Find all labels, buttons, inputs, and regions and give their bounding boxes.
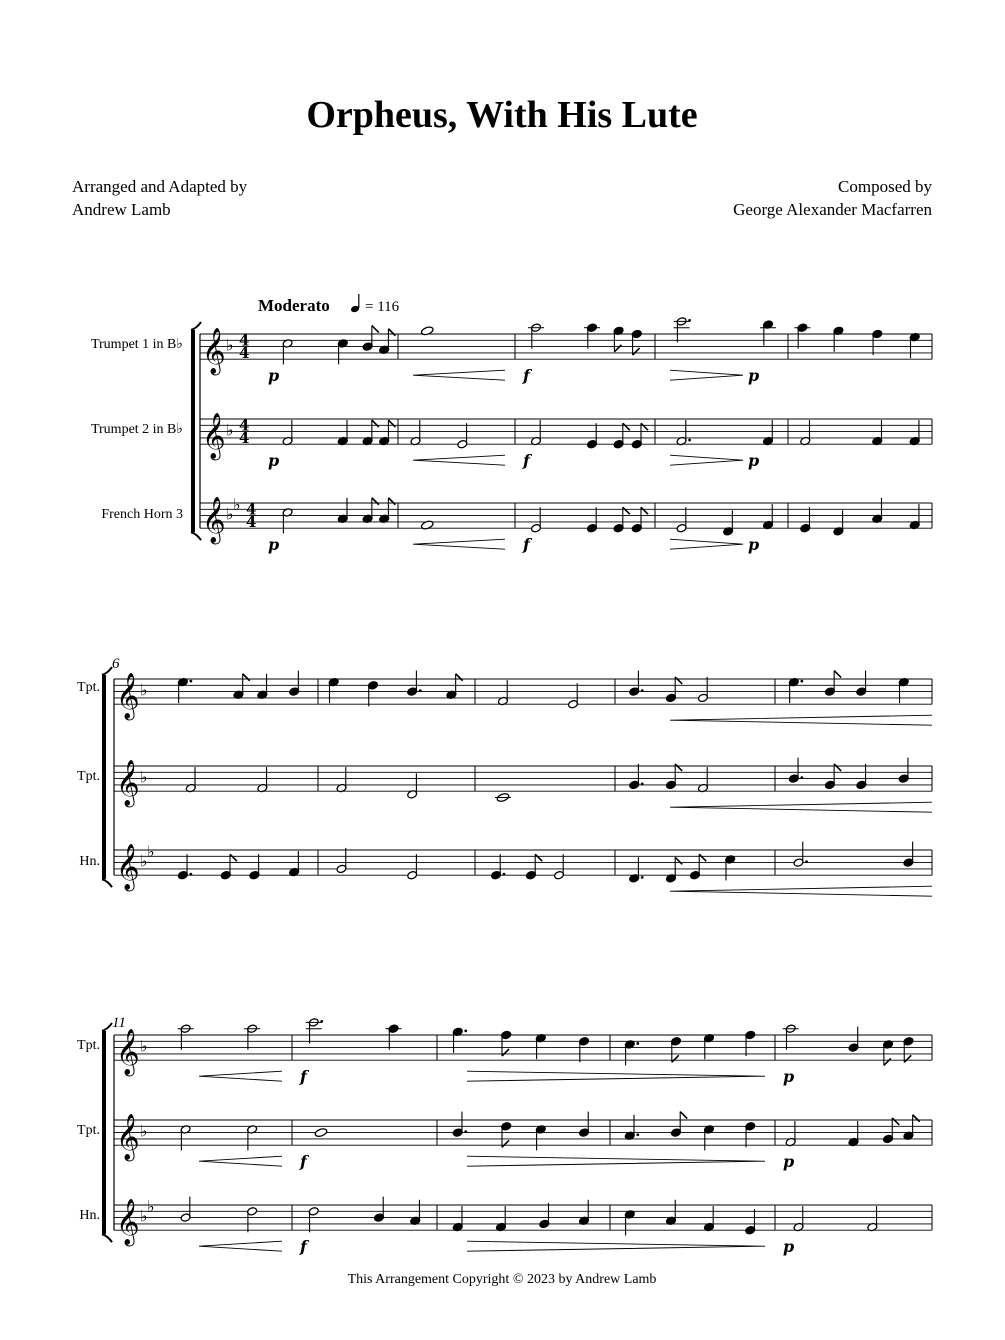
instrument-short-trumpet-1-s3: Tpt. bbox=[77, 1038, 100, 1053]
note-flag bbox=[675, 857, 682, 864]
crescendo-hairpin bbox=[670, 886, 932, 896]
decrescendo-hairpin bbox=[467, 1241, 765, 1251]
flat-icon: ♭ bbox=[140, 680, 148, 700]
treble-clef-icon: 𝄞 bbox=[116, 1029, 140, 1076]
note-flag bbox=[230, 854, 237, 861]
note bbox=[407, 671, 422, 697]
note bbox=[872, 420, 883, 446]
augmentation-dot bbox=[800, 680, 803, 683]
composer-label: Composed by bbox=[838, 177, 932, 196]
flat-icon: ♭ bbox=[147, 1197, 155, 1217]
note bbox=[833, 326, 844, 352]
note bbox=[579, 1112, 590, 1138]
tempo-marking: Moderato bbox=[258, 296, 330, 315]
instrument-short-trumpet-1-s2: Tpt. bbox=[77, 680, 100, 695]
page-title: Orpheus, With His Lute bbox=[306, 94, 698, 136]
time-signature-top: 4 bbox=[239, 331, 250, 350]
note-flag bbox=[623, 507, 630, 514]
note bbox=[531, 507, 542, 533]
dynamic-marking: f bbox=[300, 1152, 307, 1172]
arranger-name: Andrew Lamb bbox=[72, 200, 171, 219]
instrument-label-horn: French Horn 3 bbox=[101, 507, 183, 522]
dynamic-marking: p bbox=[783, 1067, 795, 1087]
note bbox=[452, 1206, 463, 1232]
decrescendo-hairpin bbox=[670, 539, 743, 549]
staff-2 bbox=[200, 413, 932, 461]
flat-icon: ♭ bbox=[233, 495, 241, 515]
note bbox=[909, 332, 920, 358]
staff-3 bbox=[114, 842, 932, 893]
note-flag bbox=[834, 671, 841, 678]
note bbox=[314, 1127, 328, 1137]
dynamic-marking: p bbox=[783, 1152, 795, 1172]
augmentation-dot bbox=[641, 689, 644, 692]
note bbox=[704, 1125, 715, 1151]
note bbox=[631, 423, 648, 449]
note bbox=[328, 677, 339, 703]
note bbox=[336, 848, 347, 874]
note bbox=[257, 674, 268, 700]
augmentation-dot bbox=[189, 873, 192, 876]
note bbox=[898, 758, 909, 784]
note bbox=[501, 1122, 512, 1148]
note bbox=[247, 1125, 258, 1151]
time-signature-bottom: 4 bbox=[246, 513, 257, 532]
notehead bbox=[420, 326, 434, 336]
note bbox=[631, 329, 642, 355]
note-flag bbox=[641, 423, 648, 430]
note-flag bbox=[388, 329, 395, 336]
note bbox=[501, 1030, 512, 1056]
note bbox=[535, 1033, 546, 1059]
crescendo-hairpin bbox=[413, 539, 505, 549]
note bbox=[452, 1027, 467, 1053]
decrescendo-hairpin bbox=[467, 1071, 765, 1081]
note bbox=[249, 854, 260, 880]
note bbox=[528, 323, 544, 349]
note bbox=[282, 339, 293, 365]
time-signature-top: 4 bbox=[239, 416, 250, 435]
crescendo-hairpin bbox=[199, 1156, 282, 1166]
dynamic-marking: p bbox=[748, 535, 760, 555]
note bbox=[867, 1206, 878, 1232]
decrescendo-hairpin bbox=[467, 1156, 765, 1166]
note bbox=[495, 792, 511, 802]
note bbox=[337, 339, 348, 365]
note bbox=[579, 1037, 590, 1063]
note bbox=[362, 420, 379, 446]
note bbox=[220, 854, 237, 880]
note bbox=[698, 677, 709, 703]
note bbox=[903, 1037, 914, 1063]
crescendo-hairpin bbox=[670, 715, 932, 725]
note bbox=[531, 420, 542, 446]
note bbox=[788, 758, 803, 784]
note bbox=[539, 1203, 550, 1229]
notehead bbox=[420, 520, 434, 530]
note-flag bbox=[633, 348, 640, 355]
note bbox=[177, 677, 192, 703]
note bbox=[498, 680, 509, 706]
system-bracket bbox=[102, 1031, 106, 1234]
note bbox=[282, 508, 293, 534]
note bbox=[833, 510, 844, 536]
note bbox=[446, 674, 463, 700]
note bbox=[379, 498, 396, 524]
note bbox=[783, 1024, 799, 1050]
decrescendo-hairpin bbox=[670, 455, 743, 465]
measure-number-11: 11 bbox=[112, 1015, 126, 1031]
staff-system-2 bbox=[102, 667, 932, 896]
dynamic-marking: f bbox=[523, 366, 530, 386]
note bbox=[872, 329, 883, 355]
note bbox=[624, 1040, 639, 1066]
flat-icon: ♭ bbox=[147, 842, 155, 862]
note-flag bbox=[372, 420, 379, 427]
note bbox=[848, 1121, 859, 1147]
note bbox=[856, 671, 867, 697]
note bbox=[308, 1207, 319, 1233]
note bbox=[185, 767, 196, 793]
note bbox=[690, 854, 707, 880]
note bbox=[903, 1115, 920, 1141]
note bbox=[824, 764, 841, 790]
note bbox=[289, 671, 300, 697]
note-flag bbox=[834, 764, 841, 771]
note bbox=[671, 1037, 682, 1063]
note bbox=[698, 767, 709, 793]
staff-1 bbox=[200, 317, 932, 376]
note bbox=[613, 326, 624, 352]
note bbox=[386, 1024, 402, 1050]
note bbox=[457, 423, 468, 449]
measure-number-6: 6 bbox=[112, 656, 120, 672]
note bbox=[420, 326, 434, 336]
note bbox=[362, 498, 379, 524]
note bbox=[725, 855, 736, 881]
note bbox=[671, 1112, 688, 1138]
dynamic-marking: p bbox=[268, 535, 280, 555]
note-flag bbox=[372, 326, 379, 333]
note bbox=[336, 767, 347, 793]
augmentation-dot bbox=[800, 776, 803, 779]
instrument-label-trumpet-2: Trumpet 2 in B♭ bbox=[90, 422, 183, 437]
note bbox=[367, 681, 378, 707]
augmentation-dot bbox=[641, 783, 644, 786]
note bbox=[856, 764, 867, 790]
note bbox=[379, 420, 396, 446]
flat-icon: ♭ bbox=[226, 504, 234, 524]
note bbox=[629, 857, 644, 883]
note-flag bbox=[388, 420, 395, 427]
note-flag bbox=[699, 854, 706, 861]
composer-name: George Alexander Macfarren bbox=[733, 200, 932, 219]
staff-2 bbox=[114, 758, 932, 809]
note bbox=[282, 420, 293, 446]
note-flag bbox=[884, 1058, 891, 1065]
bracket-bottom-hook bbox=[102, 879, 112, 887]
note bbox=[247, 1207, 258, 1233]
note bbox=[554, 854, 565, 880]
note bbox=[800, 420, 811, 446]
note bbox=[629, 764, 644, 790]
flat-icon: ♭ bbox=[140, 1121, 148, 1141]
treble-clef-icon: 𝄞 bbox=[116, 844, 140, 891]
note bbox=[407, 854, 418, 880]
bracket-top-hook bbox=[191, 322, 201, 330]
staff-2 bbox=[114, 1112, 932, 1163]
dynamic-marking: f bbox=[523, 451, 530, 471]
note bbox=[676, 420, 691, 446]
note bbox=[704, 1206, 715, 1232]
augmentation-dot bbox=[688, 439, 691, 442]
note bbox=[410, 420, 421, 446]
augmentation-dot bbox=[503, 873, 506, 876]
note bbox=[177, 854, 192, 880]
note bbox=[306, 1018, 323, 1044]
note bbox=[629, 671, 644, 697]
augmentation-dot bbox=[636, 1133, 639, 1136]
note bbox=[666, 677, 683, 703]
staff-systems bbox=[102, 317, 932, 1256]
note bbox=[337, 420, 348, 446]
treble-clef-icon: 𝄞 bbox=[116, 673, 140, 720]
note-flag bbox=[913, 1115, 920, 1122]
note bbox=[420, 520, 434, 530]
instrument-short-trumpet-2-s3: Tpt. bbox=[77, 1123, 100, 1138]
note bbox=[793, 1206, 804, 1232]
note bbox=[496, 1206, 507, 1232]
augmentation-dot bbox=[464, 1029, 467, 1032]
flat-icon: ♭ bbox=[140, 767, 148, 787]
note bbox=[587, 423, 598, 449]
treble-clef-icon: 𝄞 bbox=[116, 760, 140, 807]
instrument-label-trumpet-1: Trumpet 1 in B♭ bbox=[90, 337, 183, 352]
note bbox=[624, 1115, 639, 1141]
dynamic-marking: p bbox=[748, 366, 760, 386]
note bbox=[624, 1210, 635, 1236]
dynamic-marking: p bbox=[748, 451, 760, 471]
augmentation-dot bbox=[464, 1130, 467, 1133]
note bbox=[898, 677, 909, 703]
note bbox=[909, 504, 920, 530]
instrument-short-horn-s2: Hn. bbox=[79, 854, 100, 869]
dynamic-marking: f bbox=[300, 1237, 307, 1257]
tempo-value: = 116 bbox=[365, 299, 400, 315]
note bbox=[909, 420, 920, 446]
treble-clef-icon: 𝄞 bbox=[116, 1114, 140, 1161]
note-flag bbox=[623, 423, 630, 430]
flat-icon: ♭ bbox=[140, 851, 148, 871]
treble-clef-icon: 𝄞 bbox=[116, 1199, 140, 1246]
note bbox=[257, 767, 268, 793]
note bbox=[760, 320, 776, 346]
note bbox=[613, 423, 630, 449]
note bbox=[793, 842, 808, 868]
note bbox=[491, 854, 506, 880]
decrescendo-hairpin bbox=[670, 370, 743, 380]
note bbox=[579, 1200, 590, 1226]
note-flag bbox=[614, 345, 621, 352]
augmentation-dot bbox=[419, 689, 422, 692]
note bbox=[745, 1030, 756, 1056]
dynamic-marking: p bbox=[783, 1237, 795, 1257]
dynamic-marking: p bbox=[268, 366, 280, 386]
bracket-bottom-hook bbox=[191, 532, 201, 540]
crescendo-hairpin bbox=[413, 455, 505, 465]
note bbox=[379, 329, 396, 355]
flat-icon: ♭ bbox=[226, 420, 234, 440]
dynamic-marking: p bbox=[268, 451, 280, 471]
note bbox=[763, 504, 774, 530]
bracket-bottom-hook bbox=[102, 1234, 112, 1242]
flat-icon: ♭ bbox=[226, 335, 234, 355]
note bbox=[903, 842, 914, 868]
note-flag bbox=[502, 1140, 509, 1147]
flat-icon: ♭ bbox=[140, 1206, 148, 1226]
time-signature-bottom: 4 bbox=[239, 344, 250, 363]
note bbox=[794, 323, 810, 349]
note-flag bbox=[372, 498, 379, 505]
notehead bbox=[314, 1127, 328, 1137]
note bbox=[674, 317, 691, 343]
note bbox=[337, 498, 348, 524]
note-flag bbox=[904, 1055, 911, 1062]
note bbox=[407, 773, 418, 799]
note bbox=[666, 1200, 677, 1226]
system-bracket bbox=[191, 330, 195, 532]
copyright-notice: This Arrangement Copyright © 2023 by Andrew Lamb bbox=[347, 1272, 657, 1287]
note bbox=[180, 1197, 191, 1223]
augmentation-dot bbox=[805, 860, 808, 863]
note-flag bbox=[456, 674, 463, 681]
crescendo-hairpin bbox=[199, 1241, 282, 1251]
staff-system-3 bbox=[102, 1018, 932, 1256]
note bbox=[584, 323, 600, 349]
note bbox=[631, 507, 648, 533]
note-flag bbox=[672, 1055, 679, 1062]
note-flag bbox=[388, 498, 395, 505]
note bbox=[676, 507, 687, 533]
augmentation-dot bbox=[636, 1042, 639, 1045]
note bbox=[883, 1040, 894, 1066]
crescendo-hairpin bbox=[670, 802, 932, 812]
note bbox=[745, 1209, 756, 1235]
dynamic-marking: f bbox=[300, 1067, 307, 1087]
note bbox=[666, 764, 683, 790]
note bbox=[362, 326, 379, 352]
augmentation-dot bbox=[189, 680, 192, 683]
note bbox=[800, 507, 811, 533]
note-flag bbox=[892, 1118, 899, 1125]
note-flag bbox=[675, 764, 682, 771]
note bbox=[374, 1197, 385, 1223]
staff-3 bbox=[200, 495, 932, 545]
crescendo-hairpin bbox=[199, 1071, 282, 1081]
note-flag bbox=[243, 674, 250, 681]
note bbox=[883, 1118, 900, 1144]
note-flag bbox=[535, 854, 542, 861]
treble-clef-icon: 𝄞 bbox=[202, 328, 226, 375]
note bbox=[785, 1121, 796, 1147]
note bbox=[178, 1024, 194, 1050]
note-flag bbox=[502, 1049, 509, 1056]
note bbox=[788, 677, 803, 703]
flat-icon: ♭ bbox=[140, 1036, 148, 1056]
system-bracket bbox=[102, 675, 106, 879]
note bbox=[180, 1125, 191, 1151]
note bbox=[666, 857, 683, 883]
note bbox=[289, 851, 300, 877]
instrument-short-trumpet-2-s2: Tpt. bbox=[77, 769, 100, 784]
dynamic-marking: f bbox=[523, 535, 530, 555]
note bbox=[452, 1112, 467, 1138]
note bbox=[824, 671, 841, 697]
instrument-short-horn-s3: Hn. bbox=[79, 1208, 100, 1223]
bracket-top-hook bbox=[102, 1023, 112, 1031]
note bbox=[568, 683, 579, 709]
note bbox=[526, 854, 543, 880]
treble-clef-icon: 𝄞 bbox=[202, 497, 226, 544]
note bbox=[244, 1024, 260, 1050]
note bbox=[848, 1027, 859, 1053]
time-signature-top: 4 bbox=[246, 500, 257, 519]
note bbox=[587, 507, 598, 533]
note bbox=[535, 1125, 546, 1151]
note bbox=[410, 1200, 421, 1226]
staff-1 bbox=[114, 1018, 932, 1077]
arranger-label: Arranged and Adapted by bbox=[72, 177, 248, 196]
note-flag bbox=[641, 507, 648, 514]
staff-1 bbox=[114, 671, 932, 722]
note-flag bbox=[680, 1112, 687, 1119]
note bbox=[723, 510, 734, 536]
staff-3 bbox=[114, 1197, 932, 1248]
bracket-top-hook bbox=[102, 667, 112, 675]
augmentation-dot bbox=[641, 876, 644, 879]
crescendo-hairpin bbox=[413, 370, 505, 380]
note bbox=[704, 1033, 715, 1059]
note bbox=[233, 674, 250, 700]
quarter-note-icon bbox=[350, 294, 360, 313]
note bbox=[872, 498, 883, 524]
staff-system-1 bbox=[191, 317, 932, 554]
note-flag bbox=[675, 677, 682, 684]
time-signature-bottom: 4 bbox=[239, 429, 250, 448]
note bbox=[763, 420, 774, 446]
note bbox=[613, 507, 630, 533]
note bbox=[745, 1122, 756, 1148]
treble-clef-icon: 𝄞 bbox=[202, 413, 226, 460]
